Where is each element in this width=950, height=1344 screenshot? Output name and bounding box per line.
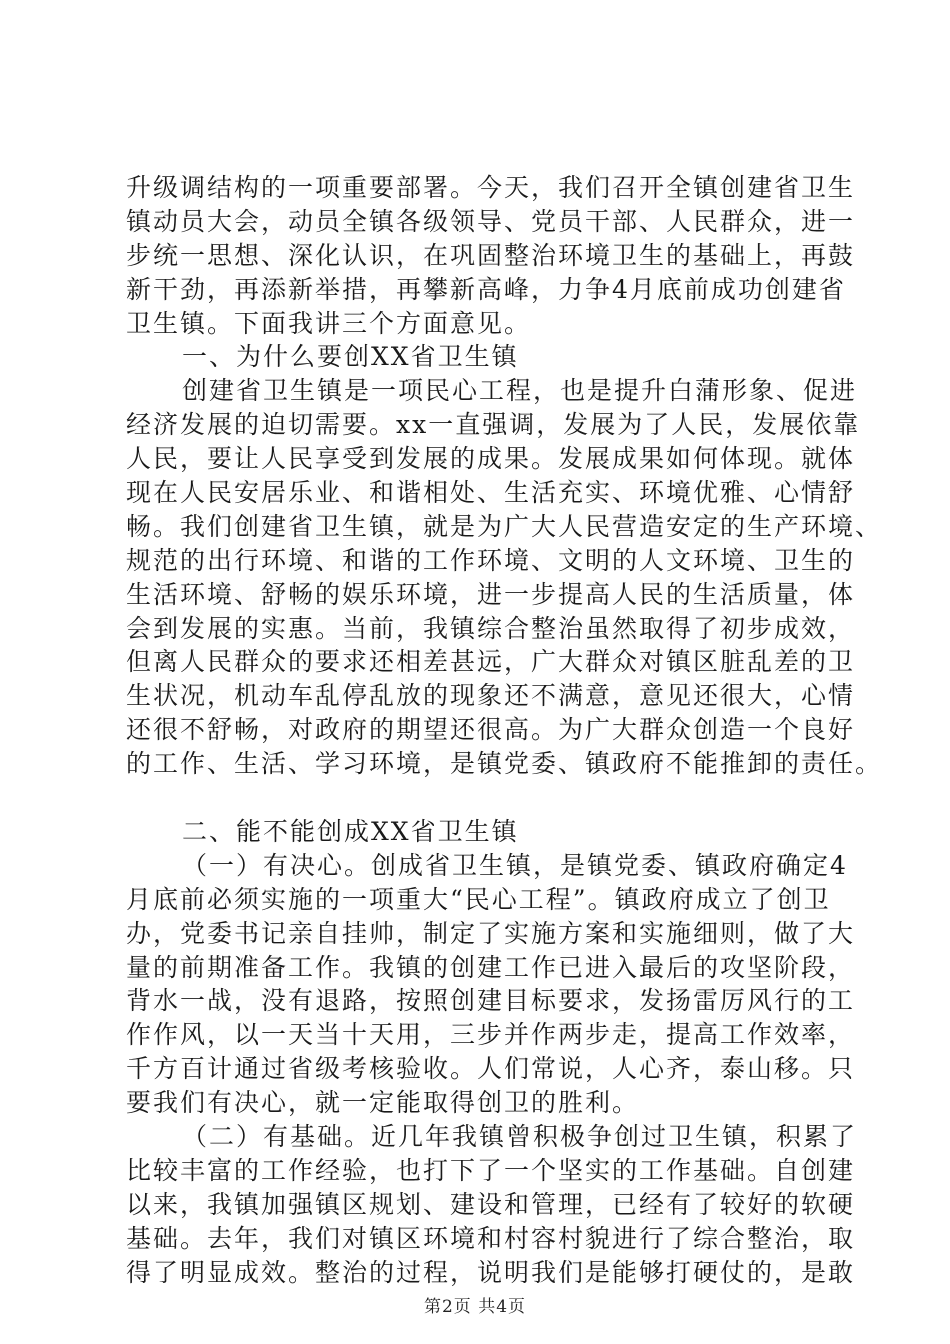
body-line: 新干劲，再添新举措，再攀新高峰，力争4月底前成功创建省 (126, 274, 846, 304)
body-line: 生活环境、舒畅的娱乐环境，进一步提高人民的生活质量，体 (126, 579, 856, 609)
body-line: 要我们有决心，就一定能取得创卫的胜利。 (126, 1088, 640, 1118)
body-line: 量的前期准备工作。我镇的创建工作已进入最后的攻坚阶段， (126, 952, 856, 982)
section-heading-2: 二、能不能创成XX省卫生镇 (182, 817, 519, 847)
body-line: 但离人民群众的要求还相差甚远，广大群众对镇区脏乱差的卫 (126, 647, 856, 677)
body-line: 千方百计通过省级考核验收。人们常说，人心齐，泰山移。只 (126, 1054, 856, 1084)
body-line: 得了明显成效。整治的过程，说明我们是能够打硬仗的，是敢 (126, 1257, 856, 1287)
paragraph-gap (126, 781, 836, 815)
body-line: 还很不舒畅，对政府的期望还很高。为广大群众创造一个良好 (126, 715, 856, 745)
body-line: 现在人民安居乐业、和谐相处、生活充实、环境优雅、心情舒 (126, 478, 856, 508)
body-line: 办，党委书记亲自挂帅，制定了实施方案和实施细则，做了大 (126, 918, 856, 948)
body-line: 基础。去年，我们对镇区环境和村容村貌进行了综合整治，取 (126, 1223, 856, 1253)
body-line: 镇动员大会，动员全镇各级领导、党员干部、人民群众，进一 (126, 206, 856, 236)
body-line: 规范的出行环境、和谐的工作环境、文明的人文环境、卫生的 (126, 545, 856, 575)
body-line: （一）有决心。创成省卫生镇，是镇党委、镇政府确定4 (182, 850, 848, 880)
section-heading-1: 一、为什么要创XX省卫生镇 (182, 342, 519, 372)
body-line: 创建省卫生镇是一项民心工程，也是提升白蒲形象、促进 (182, 376, 858, 406)
body-line: 经济发展的迫切需要。xx一直强调，发展为了人民，发展依靠 (126, 410, 861, 440)
body-line: 的工作、生活、学习环境，是镇党委、镇政府不能推卸的责任。 (126, 749, 883, 779)
body-line: 人民，要让人民享受到发展的成果。发展成果如何体现。就体 (126, 444, 856, 474)
body-line: 以来，我镇加强镇区规划、建设和管理，已经有了较好的软硬 (126, 1189, 856, 1219)
body-line: 畅。我们创建省卫生镇，就是为广大人民营造安定的生产环境、 (126, 511, 883, 541)
body-line: 步统一思想、深化认识，在巩固整治环境卫生的基础上，再鼓 (126, 240, 856, 270)
body-line: 会到发展的实惠。当前，我镇综合整治虽然取得了初步成效， (126, 613, 856, 643)
body-line: （二）有基础。近几年我镇曾积极争创过卫生镇，积累了 (182, 1122, 858, 1152)
body-line: 卫生镇。下面我讲三个方面意见。 (126, 308, 532, 338)
body-line: 升级调结构的一项重要部署。今天，我们召开全镇创建省卫生 (126, 173, 856, 202)
document-body (126, 171, 883, 1290)
body-line: 背水一战，没有退路，按照创建目标要求，发扬雷厉风行的工 (126, 986, 856, 1016)
body-line: 作作风，以一天当十天用，三步并作两步走，提高工作效率， (126, 1020, 856, 1050)
body-line: 月底前必须实施的一项重大“民心工程”。镇政府成立了创卫 (126, 884, 831, 914)
page-number-footer: 第2页 共4页 (423, 1297, 527, 1317)
body-line: 比较丰富的工作经验，也打下了一个坚实的工作基础。自创建 (126, 1155, 856, 1185)
body-line: 生状况，机动车乱停乱放的现象还不满意，意见还很大，心情 (126, 681, 856, 711)
